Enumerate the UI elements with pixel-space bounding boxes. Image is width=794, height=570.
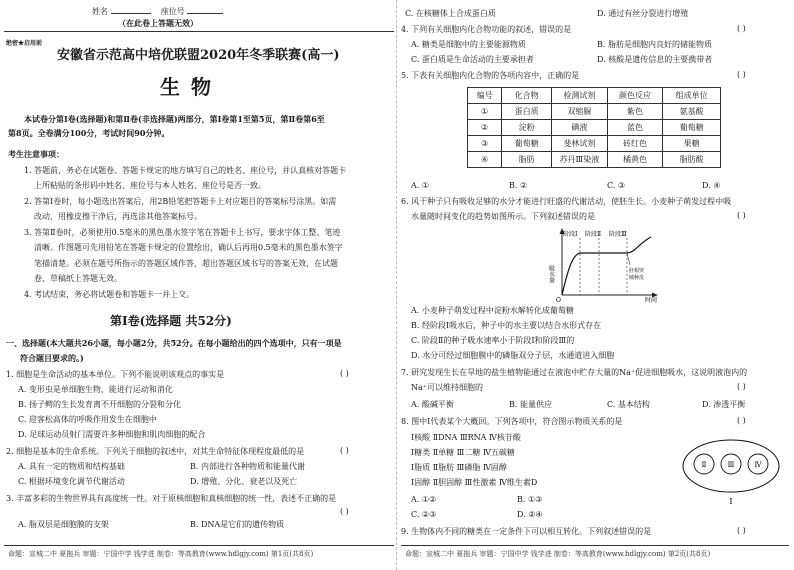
subject-title: 生 物 bbox=[160, 75, 213, 99]
stage-label: 阶段Ⅲ bbox=[609, 231, 627, 238]
table-row bbox=[468, 120, 721, 136]
option: A. 脂双层是细胞膜的支架 bbox=[18, 520, 109, 529]
question-stem-cont: Na⁺可以维持细胞的 bbox=[411, 383, 483, 392]
table-cell: 砖红色 bbox=[607, 136, 663, 152]
seat-label: 座位号 bbox=[160, 7, 185, 16]
option: A. 糖类是细胞中的主要能源物质 bbox=[411, 40, 526, 49]
x-axis-label: 时间 bbox=[645, 297, 658, 303]
notice-line: 笔描清楚。必须在题号所指示的答题区域作答，超出答题区域书写的答案无效，在试题 bbox=[34, 259, 338, 268]
table-row bbox=[468, 152, 721, 168]
table-cell: 葡萄糖 bbox=[502, 136, 552, 152]
answer-paren: ( ) bbox=[737, 526, 746, 535]
option: D. 增殖、分化、衰老以及死亡 bbox=[190, 477, 298, 486]
notice-line: 上所粘贴的条形码中姓名、座位号与本人姓名、座位号是否一致。 bbox=[34, 181, 266, 190]
option: B. 扬子鳄的生长发育离不开细胞的分裂和分化 bbox=[18, 400, 181, 409]
table-cell: 紫色 bbox=[607, 104, 663, 120]
table-cell: 橘黄色 bbox=[607, 152, 663, 168]
option: C. 在核糖体上合成蛋白质 bbox=[405, 9, 496, 18]
circle-label: Ⅳ bbox=[754, 461, 762, 469]
option-row: Ⅰ脂质 Ⅱ脂肪 Ⅲ磷脂 Ⅳ固醇 bbox=[411, 463, 507, 472]
y-axis-label: 吸水量 bbox=[547, 265, 555, 283]
table-cell: 葡萄糖 bbox=[663, 120, 721, 136]
answer-paren: ( ) bbox=[340, 507, 349, 516]
notice-line: 1. 答题前，务必在试题卷、答题卡规定的地方填写自己的姓名、座位号，并认真核对答题卡 bbox=[24, 166, 347, 175]
page-footer: 命题：宣城二中 夏拖兵 审题：宁国中学 钱学进 制卷：等高教育(www.hdlgjy.com) 第1页(共8页) bbox=[8, 550, 314, 558]
option: D. ②④ bbox=[517, 510, 543, 519]
answer-paren: ( ) bbox=[340, 369, 349, 378]
table-cell: ③ bbox=[468, 136, 502, 152]
compound-table bbox=[467, 87, 721, 168]
answer-paren: ( ) bbox=[737, 70, 746, 79]
option: A. 酸碱平衡 bbox=[411, 400, 454, 409]
notice-line: 2. 答第Ⅰ卷时，每小题选出答案后，用2B铅笔把答题卡上对应题目的答案标号涂黑。如需 bbox=[24, 197, 337, 206]
option-row: Ⅰ核酸 ⅡDNA ⅢRNA Ⅳ核苷酸 bbox=[411, 433, 521, 442]
intro-line-1: 本试卷分第Ⅰ卷(选择题)和第Ⅱ卷(非选择题)两部分，第Ⅰ卷第1至第5页，第Ⅱ卷第6至 bbox=[24, 114, 325, 124]
option: C. ③ bbox=[607, 181, 626, 190]
stage-label: 阶段Ⅱ bbox=[585, 231, 602, 238]
table-cell: 蛋白质 bbox=[502, 104, 552, 120]
notice-line: 3. 答第Ⅱ卷时，必须使用0.5毫米的黑色墨水签字笔在答题卡上书写，要求字体工整、笔迹 bbox=[24, 228, 341, 237]
option: D. 足球运动员射门需要许多种细胞和肌肉细胞的配合 bbox=[18, 430, 206, 439]
no-answer-note: （在此卷上答题无效） bbox=[118, 18, 198, 28]
seat-blank bbox=[187, 5, 223, 14]
table-cell: 蓝色 bbox=[607, 120, 663, 136]
question-stem-cont: 水量随时间变化的趋势如图所示。下列叙述错误的是 bbox=[411, 212, 595, 221]
answer-paren: ( ) bbox=[737, 382, 746, 391]
curve-pointer bbox=[627, 253, 630, 265]
table-header-cell: 颜色反应 bbox=[607, 88, 663, 104]
intro-line-2: 第8页。全卷满分100分，考试时间90分钟。 bbox=[8, 128, 170, 138]
table-cell: ② bbox=[468, 120, 502, 136]
page-2 bbox=[397, 0, 794, 570]
name-blank bbox=[111, 5, 151, 14]
notice-line: 清晰。作图题可先用铅笔在答题卡规定的位置绘出，确认后再用0.5毫米的黑色墨水签字 bbox=[34, 243, 343, 252]
table-cell: 脂肪酸 bbox=[663, 152, 721, 168]
option: D. 水分可经过细胞膜中的磷脂双分子层，水通道进入细胞 bbox=[411, 351, 615, 360]
question-stem: 1. 细胞是生命活动的基本单位。下列不能说明该观点的事实是 bbox=[6, 370, 225, 379]
uptake-curve bbox=[562, 237, 651, 295]
answer-paren: ( ) bbox=[737, 24, 746, 33]
water-uptake-graph bbox=[547, 225, 687, 303]
option: A. ①② bbox=[411, 495, 437, 504]
option: C. 蛋白质是生命活动的主要承担者 bbox=[411, 55, 534, 64]
table-cell: 双缩脲 bbox=[552, 104, 608, 120]
table-cell: ① bbox=[468, 104, 502, 120]
question-stem: 5. 下表有关细胞内化合物的各项内容中，正确的是 bbox=[401, 71, 580, 80]
option: C. 基本结构 bbox=[607, 400, 650, 409]
stage-label: 阶段Ⅰ bbox=[563, 231, 578, 238]
table-cell: 脂肪 bbox=[502, 152, 552, 168]
section-instruction-2: 符合题目要求的。) bbox=[20, 353, 84, 363]
option: B. 能量供应 bbox=[509, 400, 552, 409]
question-stem: 6. 风干种子只有吸收足够的水分才能进行旺盛的代谢活动，使胚生长。小麦种子萌发过程中吸 bbox=[401, 197, 732, 206]
part-title: 第Ⅰ卷(选择题 共52分) bbox=[110, 314, 232, 328]
option: D. 渗透平衡 bbox=[702, 400, 746, 409]
option: A. 变形虫是单细胞生物，能进行运动和消化 bbox=[18, 385, 173, 394]
table-cell: 果糖 bbox=[663, 136, 721, 152]
notice-title: 考生注意事项： bbox=[8, 149, 64, 159]
section-instruction: 一、选择题(本大题共26小题，每小题2分，共52分。在每小题给出的四个选项中，只有一项是 bbox=[6, 338, 342, 348]
option: D. 核酸是遗传信息的主要携带者 bbox=[597, 55, 713, 64]
table-header-cell: 编号 bbox=[468, 88, 502, 104]
notice-line: 改动，用橡皮擦干净后，再选涂其他答案标号。 bbox=[34, 212, 202, 221]
option: C. ②③ bbox=[411, 510, 437, 519]
option: B. ② bbox=[509, 181, 528, 190]
question-stem: 8. 图中Ⅰ代表某个大概回。下列各项中，符合图示物质关系的是 bbox=[401, 417, 623, 426]
option: B. 内部进行各种物质和能量代谢 bbox=[190, 462, 305, 471]
option: B. ①③ bbox=[517, 495, 543, 504]
table-row bbox=[468, 136, 721, 152]
top-rule bbox=[4, 31, 394, 32]
option: D. ④ bbox=[702, 181, 721, 190]
venn-diagram bbox=[680, 436, 782, 516]
table-header-cell: 化合物 bbox=[502, 88, 552, 104]
page-footer: 命题：宣城二中 夏拖兵 审题：宁国中学 钱学进 制卷：等高教育(www.hdlgjy.com) 第2页(共8页) bbox=[405, 550, 711, 558]
option: C. 阶段Ⅱ的种子吸水速率小于阶段Ⅰ和阶段Ⅲ的 bbox=[411, 336, 575, 345]
question-stem: 3. 丰富多彩的生物世界具有高度统一性。对于原核细胞和真核细胞的统一性，表述不正确的是 bbox=[6, 494, 337, 503]
curve-note: 胚根突 bbox=[629, 268, 645, 274]
outer-label: Ⅰ bbox=[729, 497, 733, 506]
option-row: Ⅰ糖类 Ⅱ单糖 Ⅲ二糖 Ⅳ五碳糖 bbox=[411, 448, 515, 457]
footer-rule bbox=[401, 545, 789, 546]
question-stem: 7. 研究发现生长在旱地的盐生植物能通过在液泡中贮存大量的Na⁺促进细胞吸水，这说明液泡内的 bbox=[401, 368, 748, 377]
footer-rule bbox=[4, 545, 394, 546]
option: C. 迎客松高体的呼吸作用发生在细胞中 bbox=[18, 415, 157, 424]
question-stem: 9. 生物体内不同的糖类在一定条件下可以相互转化。下列叙述错误的是 bbox=[401, 527, 652, 536]
table-cell: 碘液 bbox=[552, 120, 608, 136]
name-label: 姓名 bbox=[92, 7, 108, 16]
option: A. ① bbox=[411, 181, 430, 190]
table-header-cell: 组成单位 bbox=[663, 88, 721, 104]
table-cell: 苏丹Ⅲ染液 bbox=[552, 152, 608, 168]
notice-line: 卷、草稿纸上答题无效。 bbox=[34, 274, 122, 283]
table-header-cell: 检测试剂 bbox=[552, 88, 608, 104]
notice-line: 4. 考试结束，务必将试题卷和答题卡一并上交。 bbox=[24, 290, 195, 299]
table-row bbox=[468, 104, 721, 120]
option: A. 具有一定的物质和结构基础 bbox=[18, 462, 125, 471]
table-header-row bbox=[468, 88, 721, 104]
option: A. 小麦种子萌发过程中淀粉水解转化成葡萄糖 bbox=[411, 306, 574, 315]
option: B. 经阶段Ⅰ吸水后，种子中的水主要以结合水形式存在 bbox=[411, 321, 602, 330]
answer-paren: ( ) bbox=[340, 446, 349, 455]
curve-note: 破种皮 bbox=[629, 275, 645, 281]
circle-label: Ⅱ bbox=[701, 461, 707, 469]
secret-tag: 绝密★启用前 bbox=[6, 40, 43, 47]
table-cell: 斐林试剂 bbox=[552, 136, 608, 152]
answer-paren: ( ) bbox=[737, 211, 746, 220]
answer-paren: ( ) bbox=[737, 416, 746, 425]
option: B. 脂肪是细胞内良好的储能物质 bbox=[597, 40, 712, 49]
option: B. DNA是它们的遗传物质 bbox=[190, 520, 285, 529]
table-cell: 淀粉 bbox=[502, 120, 552, 136]
option: C. 根据环境变化调节代谢活动 bbox=[18, 477, 125, 486]
question-stem: 2. 细胞是基本的生命系统。下列关于细胞的叙述中，对其生命特征体现程度最低的是 bbox=[6, 447, 305, 456]
table-cell: ④ bbox=[468, 152, 502, 168]
name-field bbox=[92, 5, 223, 17]
question-stem: 4. 下列有关细胞内化合物功能的叙述，错误的是 bbox=[401, 25, 572, 34]
option: D. 通过有丝分裂进行增殖 bbox=[597, 9, 689, 18]
circle-label: Ⅲ bbox=[727, 461, 735, 469]
origin-label: O bbox=[556, 297, 561, 303]
table-cell: 氨基酸 bbox=[663, 104, 721, 120]
exam-title: 安徽省示范高中培优联盟2020年冬季联赛(高一) bbox=[57, 48, 340, 63]
option-row: Ⅰ固醇 Ⅱ胆固醇 Ⅲ性激素 Ⅳ维生素D bbox=[411, 478, 538, 487]
